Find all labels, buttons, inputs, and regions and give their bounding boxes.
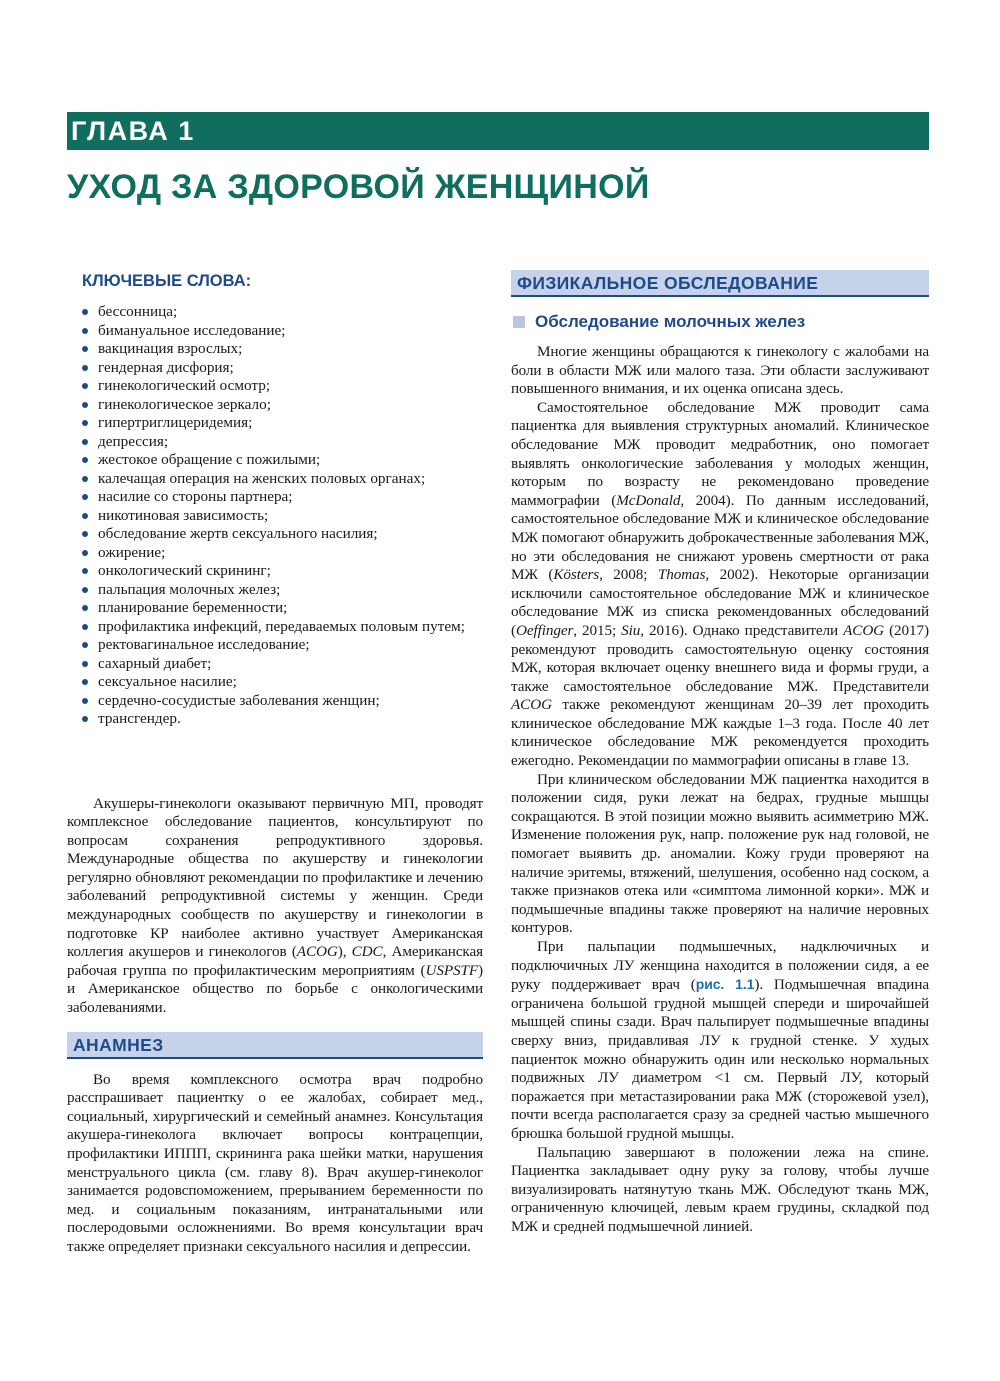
- physical-paragraph-5: Пальпацию завершают в положении лежа на спине. Пациентка закладывает одну руку за голову, чтобы лучше визуализировать натянутую ткань МЖ. Обследуют ткань МЖ, ограниченную ключицей, левым краем грудины, складкой под МЖ и средней подмышечной линией.: [511, 1143, 929, 1235]
- keyword-item: гинекологическое зеркало;: [81, 396, 483, 415]
- keyword-item: ожирение;: [81, 544, 483, 563]
- keyword-item: депрессия;: [81, 433, 483, 452]
- physical-paragraph-2: Самостоятельное обследование МЖ проводит сама пациентка для выявления структурных аномалий. Клиническое обследование МЖ проводит медработник, оно помогает выявлять онкологические заболевания у молодых женщин, которым по возрасту не рекомендовано проведение маммографии (McDonald, 2004). По данным исследований, самостоятельное обследование МЖ и клиническое обследование МЖ помогают обнаружить доброкачественные заболевания МЖ, но эти обследования не снижают уровень смертности от рака МЖ (Kösters, 2008; Thomas, 2002). Некоторые организации исключили самостоятельное обследование МЖ и клиническое обследование МЖ из списка рекомендованных обследований (Oeffinger, 2015; Siu, 2016). Однако представители ACOG (2017) рекомендуют проводить самостоятельную оценку состояния МЖ, которая включает оценку внешнего вида и формы груди, а также самостоятельное обследование МЖ. Представители ACOG также рекомендуют женщинам 20–39 лет проходить клиническое обследование МЖ каждые 1–3 года. После 40 лет клиническое обследование МЖ рекомендуется проходить ежегодно. Рекомендации по маммографии описаны в главе 13.: [511, 398, 930, 770]
- keyword-item: сексуальное насилие;: [81, 673, 483, 692]
- keyword-item: вакцинация взрослых;: [81, 340, 483, 359]
- keyword-item: никотиновая зависимость;: [81, 507, 483, 526]
- figure-reference-link[interactable]: рис. 1.1: [695, 976, 755, 993]
- keyword-item: насилие со стороны партнера;: [81, 488, 483, 507]
- keyword-item: ректовагинальное исследование;: [81, 636, 483, 655]
- keyword-item: гинекологический осмотр;: [81, 377, 483, 396]
- keyword-item: сахарный диабет;: [81, 655, 483, 674]
- keyword-item: гипертриглицеридемия;: [81, 414, 483, 433]
- intro-paragraph: Акушеры-гинекологи оказывают первичную МП, проводят комплексное обследование пациентов, консультируют по вопросам сохранения репродуктивного здоровья. Международные общества по акушерству и гинекологии регулярно обновляют рекомендации по профилактике и лечению заболеваний репродуктивной системы у женщин. Среди международных сообществ по акушерству и гинекологии в подготовке КР наиболее активно участвует Американская коллегия акушеров и гинекологов (ACOG), CDC, Американская рабочая группа по профилактическим мероприятиям (USPSTF) и Американское общество по борьбе с онкологическими заболеваниями.: [67, 794, 484, 1017]
- physical-paragraph-1: Многие женщины обращаются к гинекологу с жалобами на боли в области МЖ или малого таза. Эти области заслуживают повышенного внимания, и их оценка описана здесь.: [511, 343, 929, 398]
- subheading-text: Обследование молочных желез: [535, 312, 806, 331]
- keyword-item: бессонница;: [81, 303, 483, 322]
- square-bullet-icon: [513, 316, 525, 328]
- keywords-list: [67, 303, 483, 729]
- keyword-item: трансгендер.: [81, 710, 483, 729]
- breast-exam-subheading: [513, 312, 929, 332]
- right-column: [511, 270, 929, 1237]
- keyword-item: онкологический скрининг;: [81, 562, 483, 581]
- left-column: [67, 270, 483, 1257]
- keyword-item: жестокое обращение с пожилыми;: [81, 451, 483, 470]
- keyword-item: профилактика инфекций, передаваемых половым путем;: [81, 618, 483, 637]
- keyword-item: сердечно-сосудистые заболевания женщин;: [81, 692, 483, 711]
- keyword-item: гендерная дисфория;: [81, 359, 483, 378]
- physical-paragraph-3: При клиническом обследовании МЖ пациентка находится в положении сидя, руки лежат на бедрах, грудные мышцы сокращаются. В этой позиции можно выявить асимметрию МЖ. Изменение положения рук, напр. положение рук над головой, не помогает выявить др. аномалии. Кожу груди проверяют на наличие эритемы, втяжений, шелушения, особенно над соском, а также признаков отека или «симптома лимонной корки». МЖ и подмышечные впадины также проверяют на наличие неровных контуров.: [511, 770, 929, 937]
- anamnesis-heading: АНАМНЕЗ: [67, 1032, 483, 1059]
- keywords-heading: КЛЮЧЕВЫЕ СЛОВА:: [82, 272, 252, 290]
- chapter-title: УХОД ЗА ЗДОРОВОЙ ЖЕНЩИНОЙ: [67, 168, 650, 206]
- anamnesis-paragraph: Во время комплексного осмотра врач подробно расспрашивает пациентку о ее жалобах, собирает мед., социальный, хирургический и семейный анамнез. Консультация акушера-гинеколога включает вопросы контрацепции, профилактики ИППП, скрининга рака шейки матки, нарушения менструального цикла (см. главу 8). Врач акушер-гинеколог занимается родовспоможением, прерыванием беременности по мед. и социальным показаниям, интранатальными или послеродовыми осложнениями. Во время консультации врач также определяет признаки сексуального насилия и депрессии.: [67, 1070, 483, 1255]
- chapter-label: ГЛАВА 1: [67, 112, 929, 150]
- physical-paragraph-4: При пальпации подмышечных, надключичных и подключичных ЛУ женщина находится в положении сидя, а ее руку поддерживает врач (рис. 1.1). Подмышечная впадина ограничена большой грудной мышцей спереди и широчайшей мышцей спины сзади. Врач пальпирует подмышечные впадины сверху вниз, придавливая ЛУ к грудной стенке. У худых пациенток можно обнаружить один или несколько нормальных подвижных ЛУ диаметром <1 см. Первый ЛУ, который поражается при метастазировании рака МЖ (сторожевой узел), почти всегда располагается сразу за средней частью мышечного брюшка большой грудной мышцы.: [511, 938, 930, 1142]
- keyword-item: калечащая операция на женских половых органах;: [81, 470, 483, 489]
- physical-exam-heading: ФИЗИКАЛЬНОЕ ОБСЛЕДОВАНИЕ: [511, 270, 929, 297]
- keyword-item: обследование жертв сексуального насилия;: [81, 525, 483, 544]
- keyword-item: бимануальное исследование;: [81, 322, 483, 341]
- keyword-item: планирование беременности;: [81, 599, 483, 618]
- keyword-item: пальпация молочных желез;: [81, 581, 483, 600]
